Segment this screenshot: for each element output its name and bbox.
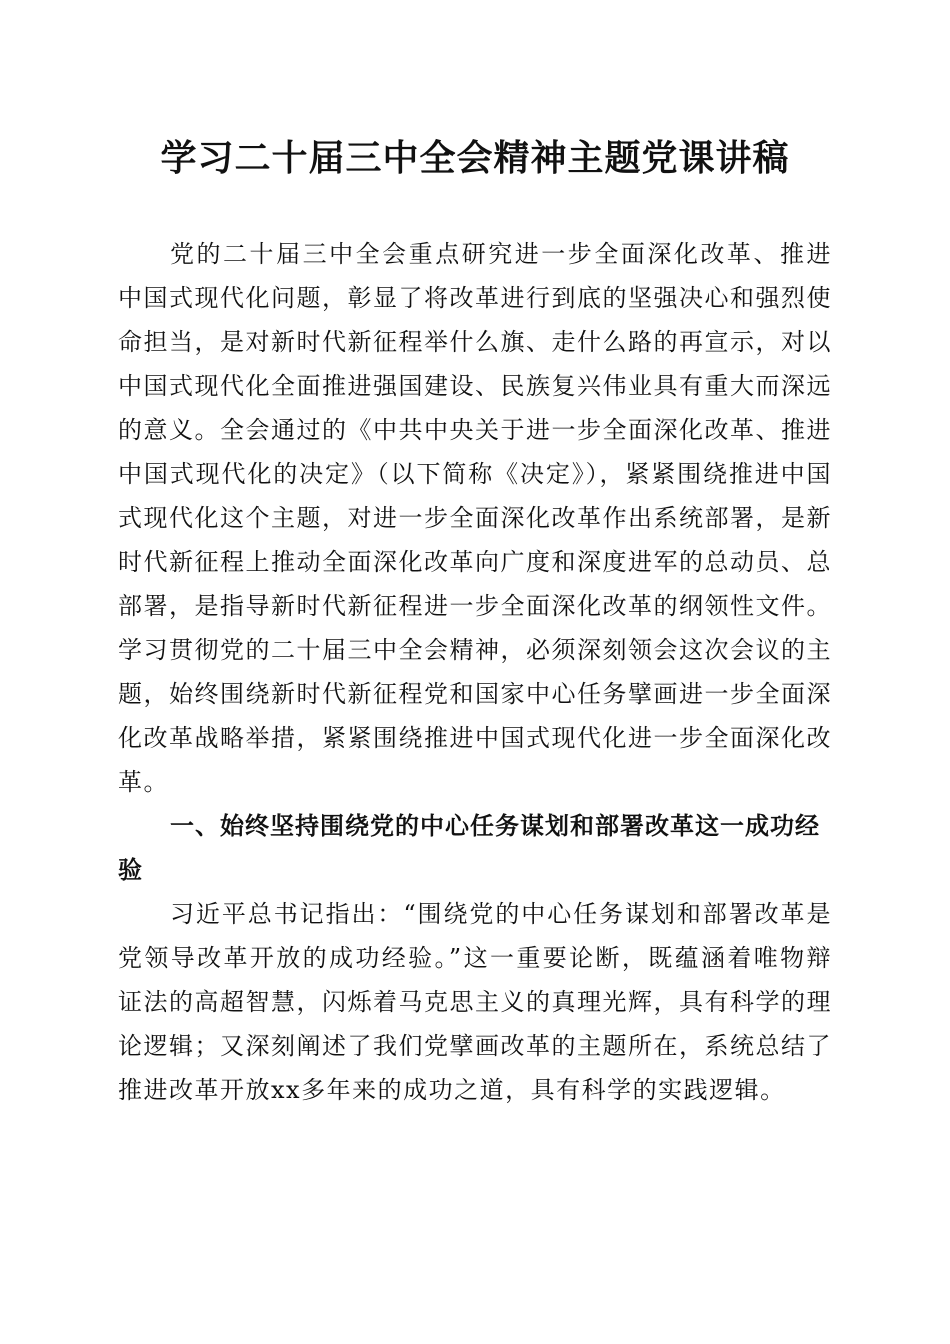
document-title: 学习二十届三中全会精神主题党课讲稿: [160, 137, 790, 179]
document-body: [118, 232, 832, 1112]
intro-paragraph: 党的二十届三中全会重点研究进一步全面深化改革、推进中国式现代化问题，彰显了将改革进行到底的坚强决心和强烈使命担当，是对新时代新征程举什么旗、走什么路的再宣示，对以中国式现代化全面推进强国建设、民族复兴伟业具有重大而深远的意义。全会通过的《中共中央关于进一步全面深化改革、推进中国式现代化的决定》（以下简称《决定》），紧紧围绕推进中国式现代化这个主题，对进一步全面深化改革作出系统部署，是新时代新征程上推动全面深化改革向广度和深度进军的总动员、总部署，是指导新时代新征程进一步全面深化改革的纲领性文件。学习贯彻党的二十届三中全会精神，必须深刻领会这次会议的主题，始终围绕新时代新征程党和国家中心任务擘画进一步全面深化改革战略举措，紧紧围绕推进中国式现代化进一步全面深化改革。: [118, 240, 832, 796]
section-paragraph: 习近平总书记指出：“围绕党的中心任务谋划和部署改革是党领导改革开放的成功经验。”这一重要论断，既蕴涵着唯物辩证法的高超智慧，闪烁着马克思主义的真理光辉，具有科学的理论逻辑；又深刻阐述了我们党擘画改革的主题所在，系统总结了推进改革开放xx多年来的成功之道，具有科学的实践逻辑。: [118, 900, 832, 1104]
section-heading: 一、始终坚持围绕党的中心任务谋划和部署改革这一成功经验: [118, 812, 820, 884]
